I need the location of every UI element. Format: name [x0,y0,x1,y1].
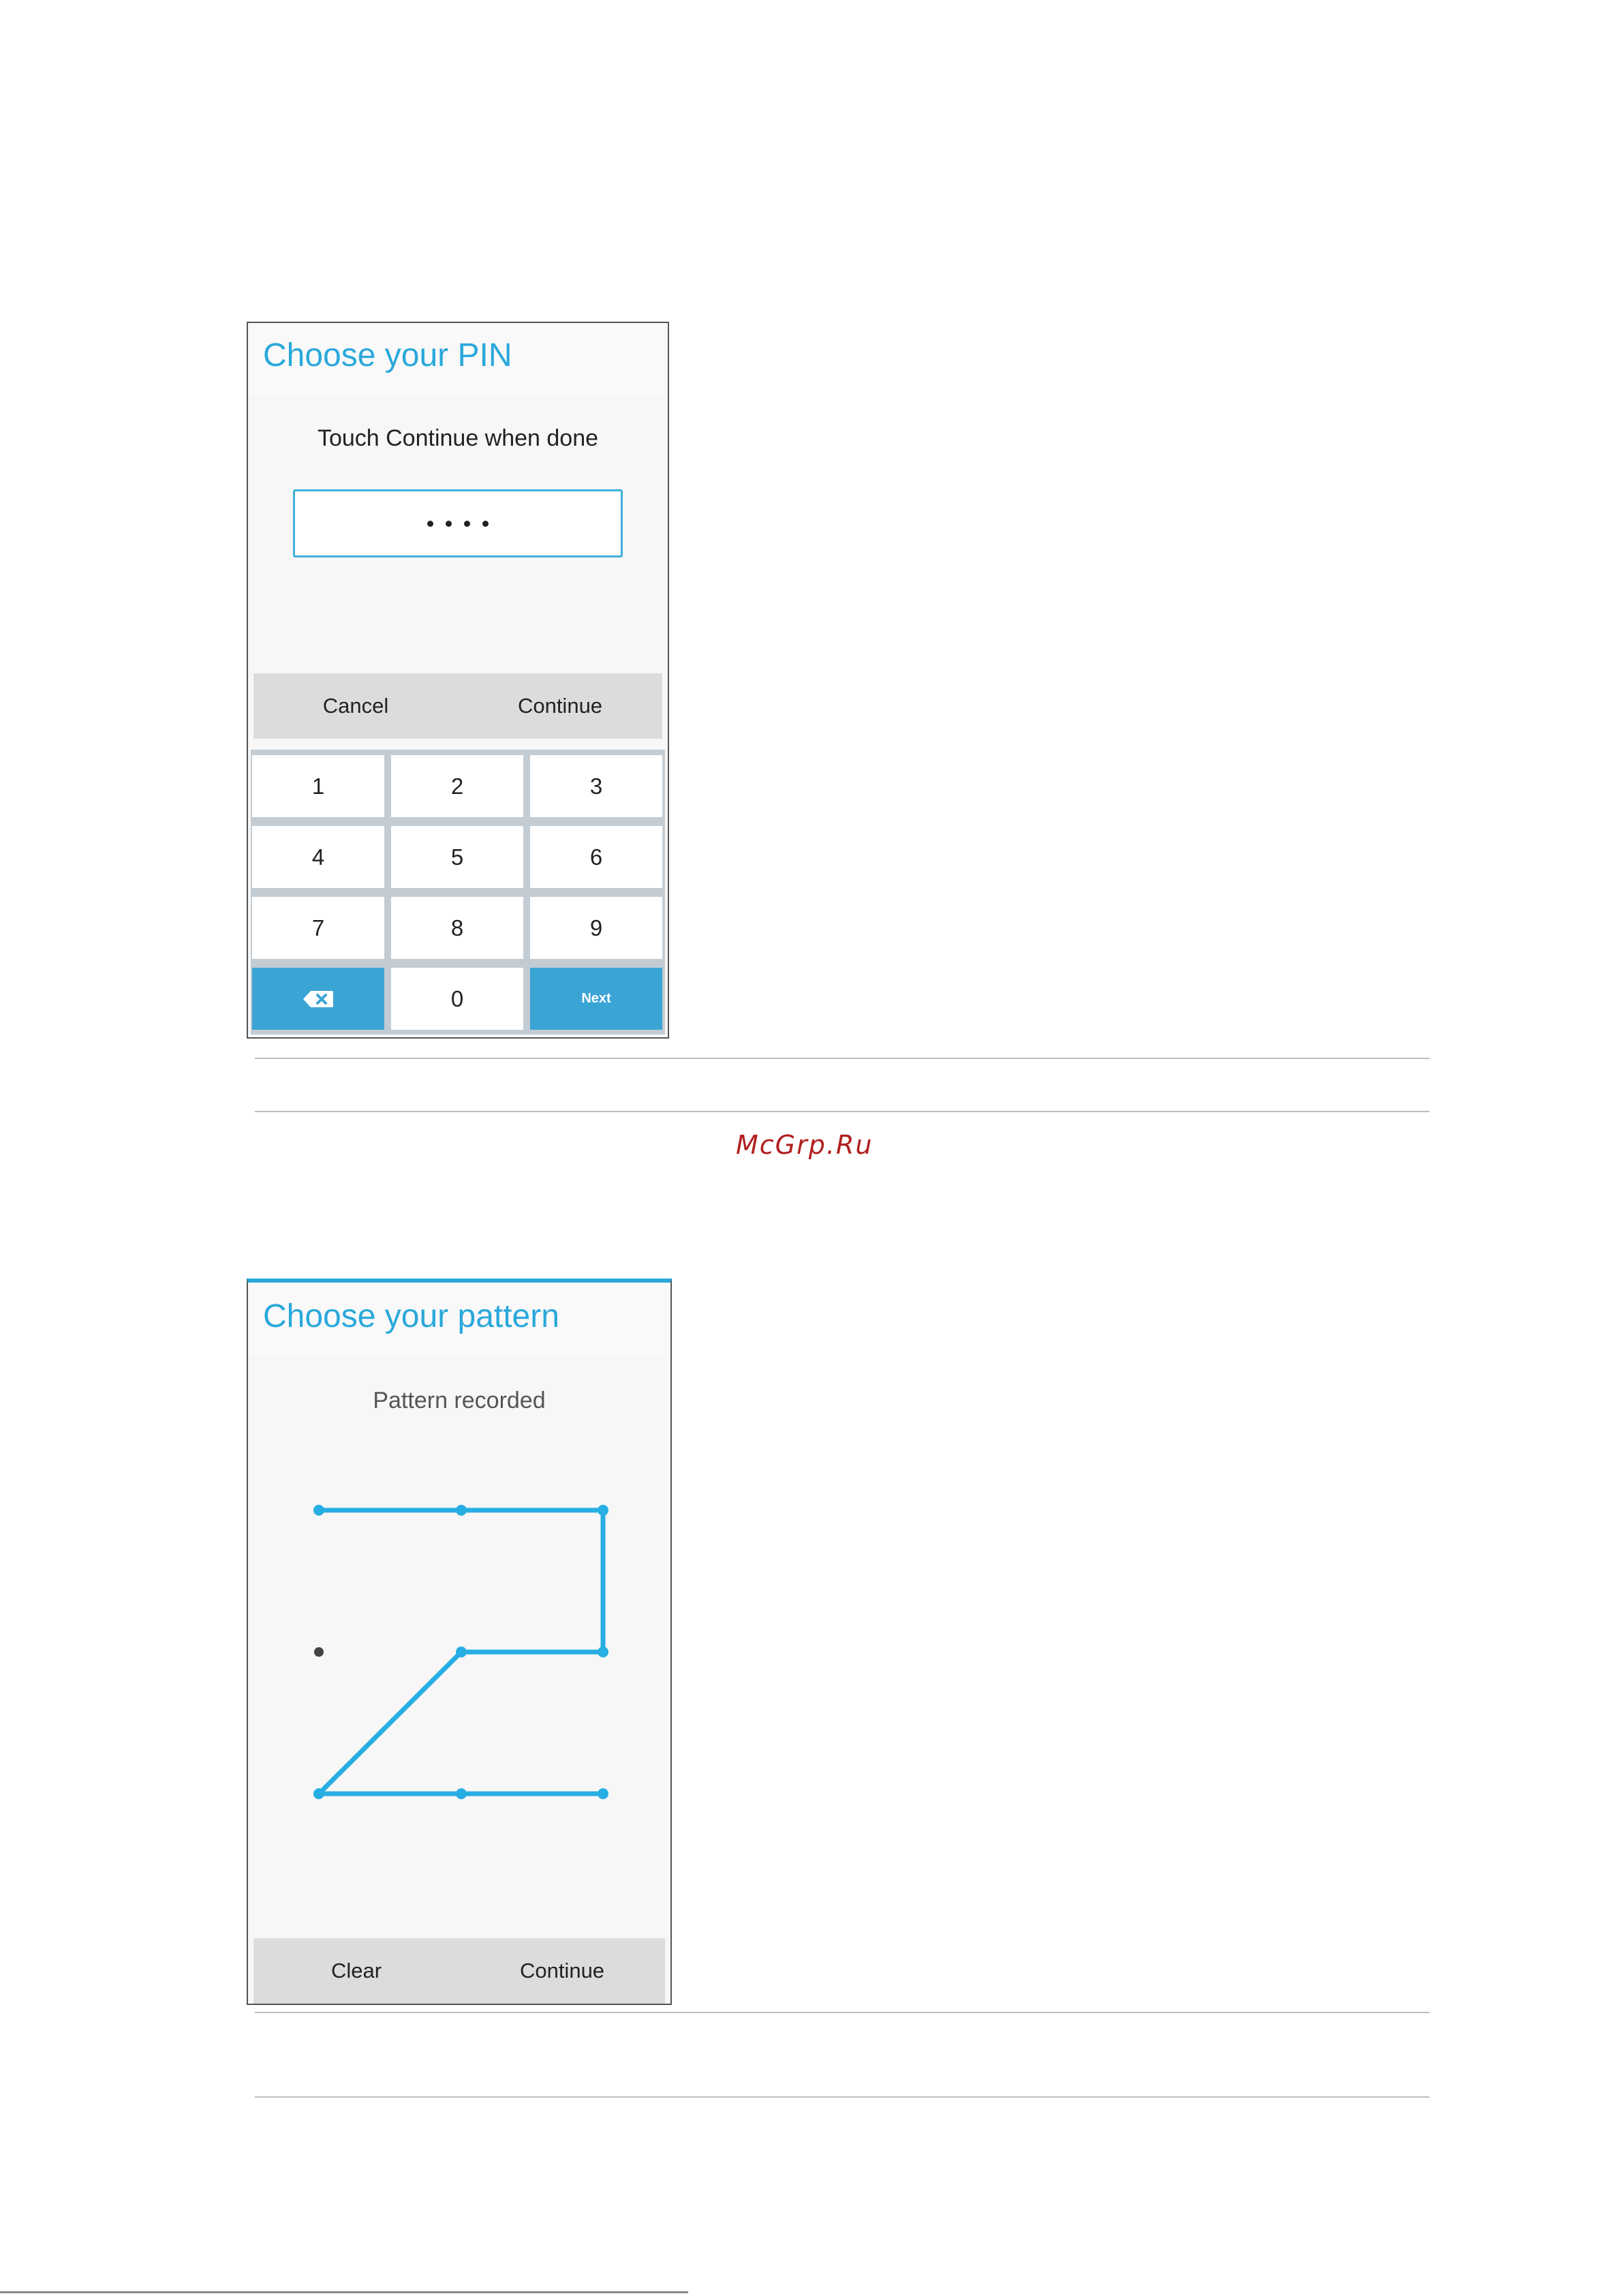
backspace-key[interactable] [252,968,384,1030]
clear-button[interactable]: Clear [330,1959,382,1983]
cancel-button[interactable]: Cancel [322,694,389,718]
key-8[interactable]: 8 [391,897,523,959]
divider-line [255,1058,1429,1059]
pin-input[interactable] [293,489,623,557]
pin-dot [427,521,433,527]
pin-hint: Touch Continue when done [317,425,599,451]
divider-line [255,1111,1429,1112]
pattern-screenshot [247,1279,672,2005]
pattern-dot-9[interactable] [598,1788,608,1799]
continue-button[interactable]: Continue [517,694,603,718]
pattern-title: Choose your pattern [263,1298,559,1334]
pattern-dot-1[interactable] [313,1505,324,1516]
page-footer-line [0,2291,688,2293]
key-2[interactable]: 2 [391,755,523,817]
pattern-status: Pattern recorded [373,1388,546,1413]
continue-button[interactable]: Continue [519,1959,605,1983]
key-5[interactable]: 5 [391,826,523,888]
watermark: McGrp.Ru [736,1130,874,1160]
key-3[interactable]: 3 [530,755,662,817]
pattern-dot-6[interactable] [598,1647,608,1657]
pattern-dot-3[interactable] [598,1505,608,1516]
pin-dot [446,521,452,527]
pattern-dot-8[interactable] [456,1788,467,1799]
pattern-grid[interactable] [248,1283,670,2005]
pattern-dot-2[interactable] [456,1505,467,1516]
numeric-keypad [251,750,665,1035]
backspace-icon [303,990,334,1008]
pin-title: Choose your PIN [263,337,512,373]
pin-title-bar [248,323,668,395]
pattern-dot-4[interactable] [314,1647,324,1657]
pin-action-bar [253,673,662,739]
key-6[interactable]: 6 [530,826,662,888]
key-4[interactable]: 4 [252,826,384,888]
next-key[interactable]: Next [530,968,662,1030]
key-9[interactable]: 9 [530,897,662,959]
pattern-dot-7[interactable] [313,1788,324,1799]
pin-dot [464,521,470,527]
key-0[interactable]: 0 [391,968,523,1030]
divider-line [255,2012,1429,2013]
pattern-dot-5[interactable] [456,1647,467,1657]
key-7[interactable]: 7 [252,897,384,959]
pin-screenshot [247,322,669,1039]
key-1[interactable]: 1 [252,755,384,817]
divider-line [255,2096,1429,2098]
pattern-action-bar [253,1938,665,2004]
pin-dot [482,521,489,527]
